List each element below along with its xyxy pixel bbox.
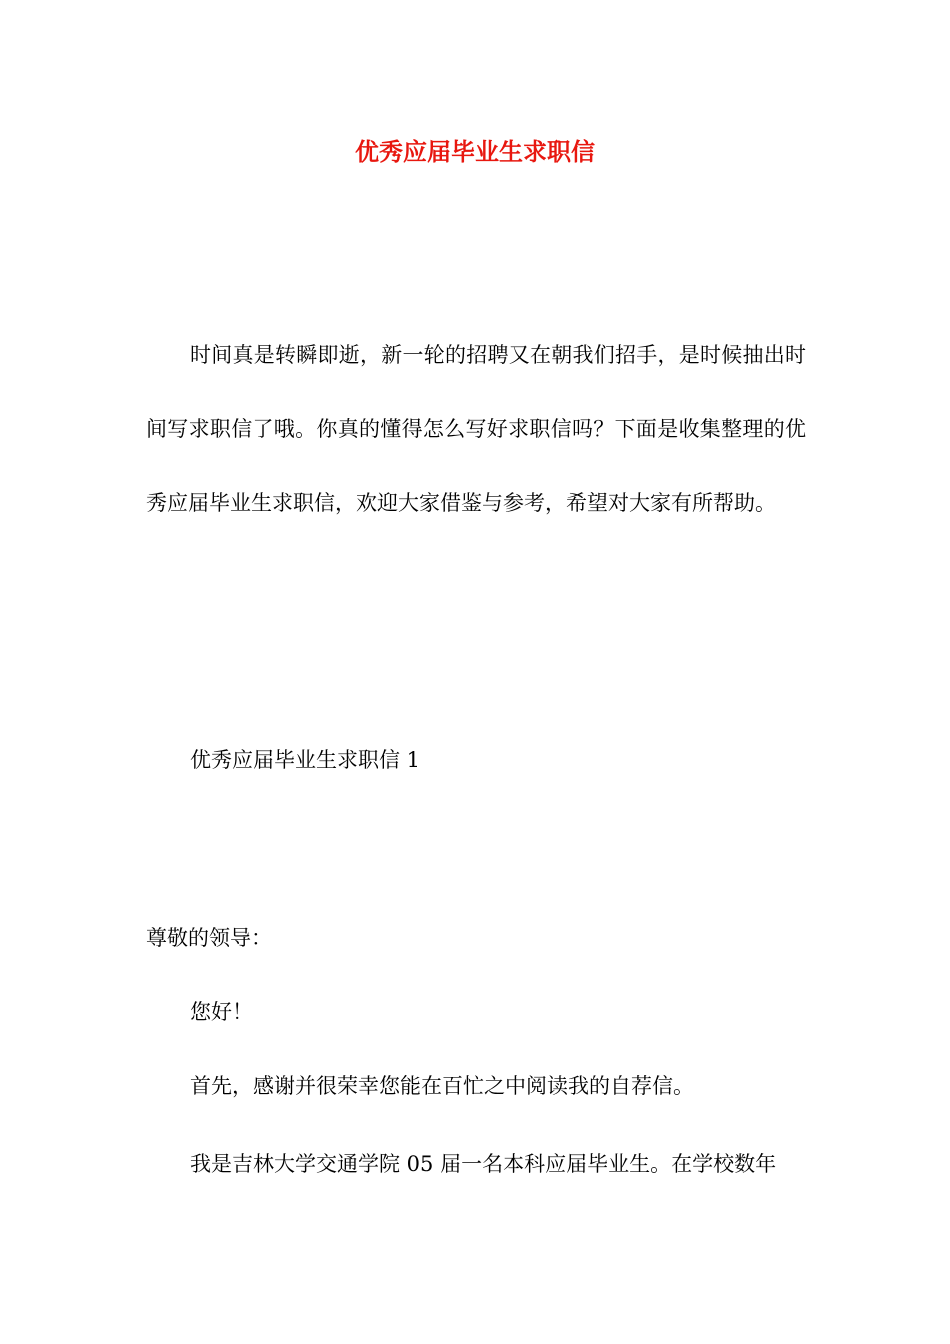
document-title: 优秀应届毕业生求职信	[355, 137, 595, 166]
intro-paragraph: 时间真是转瞬即逝，新一轮的招聘又在朝我们招手，是时候抽出时间写求职信了哦。你真的懂得怎么写好求职信吗？下面是收集整理的优秀应届毕业生求职信，欢迎大家借鉴与参考，希望对大家有所帮助。	[146, 343, 806, 515]
body-paragraph: 我是吉林大学交通学院 05 届一名本科应届毕业生。在学校数年	[190, 1152, 777, 1176]
body-paragraph: 首先，感谢并很荣幸您能在百忙之中阅读我的自荐信。	[190, 1074, 694, 1098]
letter-salutation: 尊敬的领导：	[146, 926, 272, 950]
letter-subheading: 优秀应届毕业生求职信 1	[190, 748, 421, 772]
letter-greeting: 您好！	[190, 1000, 253, 1024]
